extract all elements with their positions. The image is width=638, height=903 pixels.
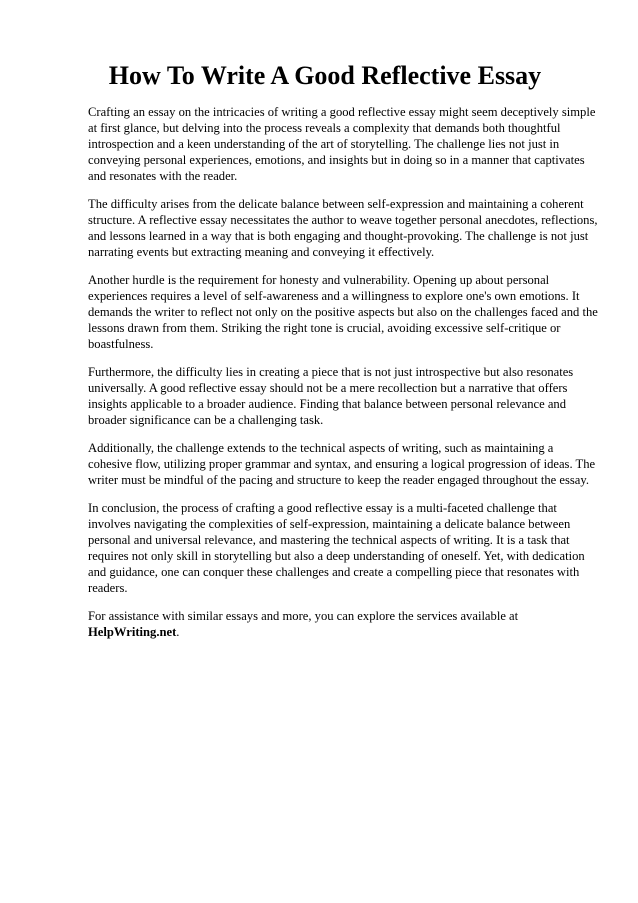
document-title: How To Write A Good Reflective Essay <box>108 61 542 90</box>
paragraph-4: Furthermore, the difficulty lies in creating a piece that is not just introspective but also resonates universally. A good reflective essay should not be a mere recollection but a narrative that offers insights applicable to a broader audience. Finding that balance between personal relevance and broader significance can be a challenging task. <box>88 365 574 427</box>
paragraph-1: Crafting an essay on the intricacies of writing a good reflective essay might seem deceptively simple at first glance, but delving into the process reveals a complexity that demands both thoughtful introspection and a keen understanding of the art of storytelling. The challenge lies not just in conveying personal experiences, emotions, and insights but in doing so in a manner that captivates and resonates with the reader. <box>88 105 596 183</box>
paragraph-5: Additionally, the challenge extends to the technical aspects of writing, such as maintaining a cohesive flow, utilizing proper grammar and syntax, and ensuring a logical progression of ideas. The writer must be mindful of the pacing and structure to keep the reader engaged throughout the essay. <box>88 441 596 487</box>
closing-suffix: . <box>176 625 180 639</box>
paragraph-2: The difficulty arises from the delicate balance between self-expression and maintaining a coherent structure. A reflective essay necessitates the author to weave together personal anecdotes, reflections, and lessons learned in a way that is both engaging and thought-provoking. The challenge is not just narrating events but extracting meaning and conveying it effectively. <box>88 197 598 259</box>
paragraph-3: Another hurdle is the requirement for honesty and vulnerability. Opening up about personal experiences requires a level of self-awareness and a willingness to explore one's own emotions. It demands the writer to reflect not only on the positive aspects but also on the challenges faced and the lessons drawn from them. Striking the right tone is crucial, avoiding excessive self-critique or boastfulness. <box>88 273 598 351</box>
helpwriting-link[interactable]: HelpWriting.net <box>88 625 177 639</box>
paragraph-6: In conclusion, the process of crafting a good reflective essay is a multi-faceted challenge that involves navigating the complexities of self-expression, maintaining a delicate balance between personal and universal relevance, and mastering the technical aspects of writing. It is a task that requires not only skill in storytelling but also a deep understanding of oneself. Yet, with dedication and guidance, one can conquer these challenges and create a compelling piece that resonates with readers. <box>88 501 585 595</box>
closing-text: For assistance with similar essays and more, you can explore the services available at <box>88 609 519 623</box>
document-body <box>88 104 600 652</box>
closing-paragraph <box>88 608 600 640</box>
